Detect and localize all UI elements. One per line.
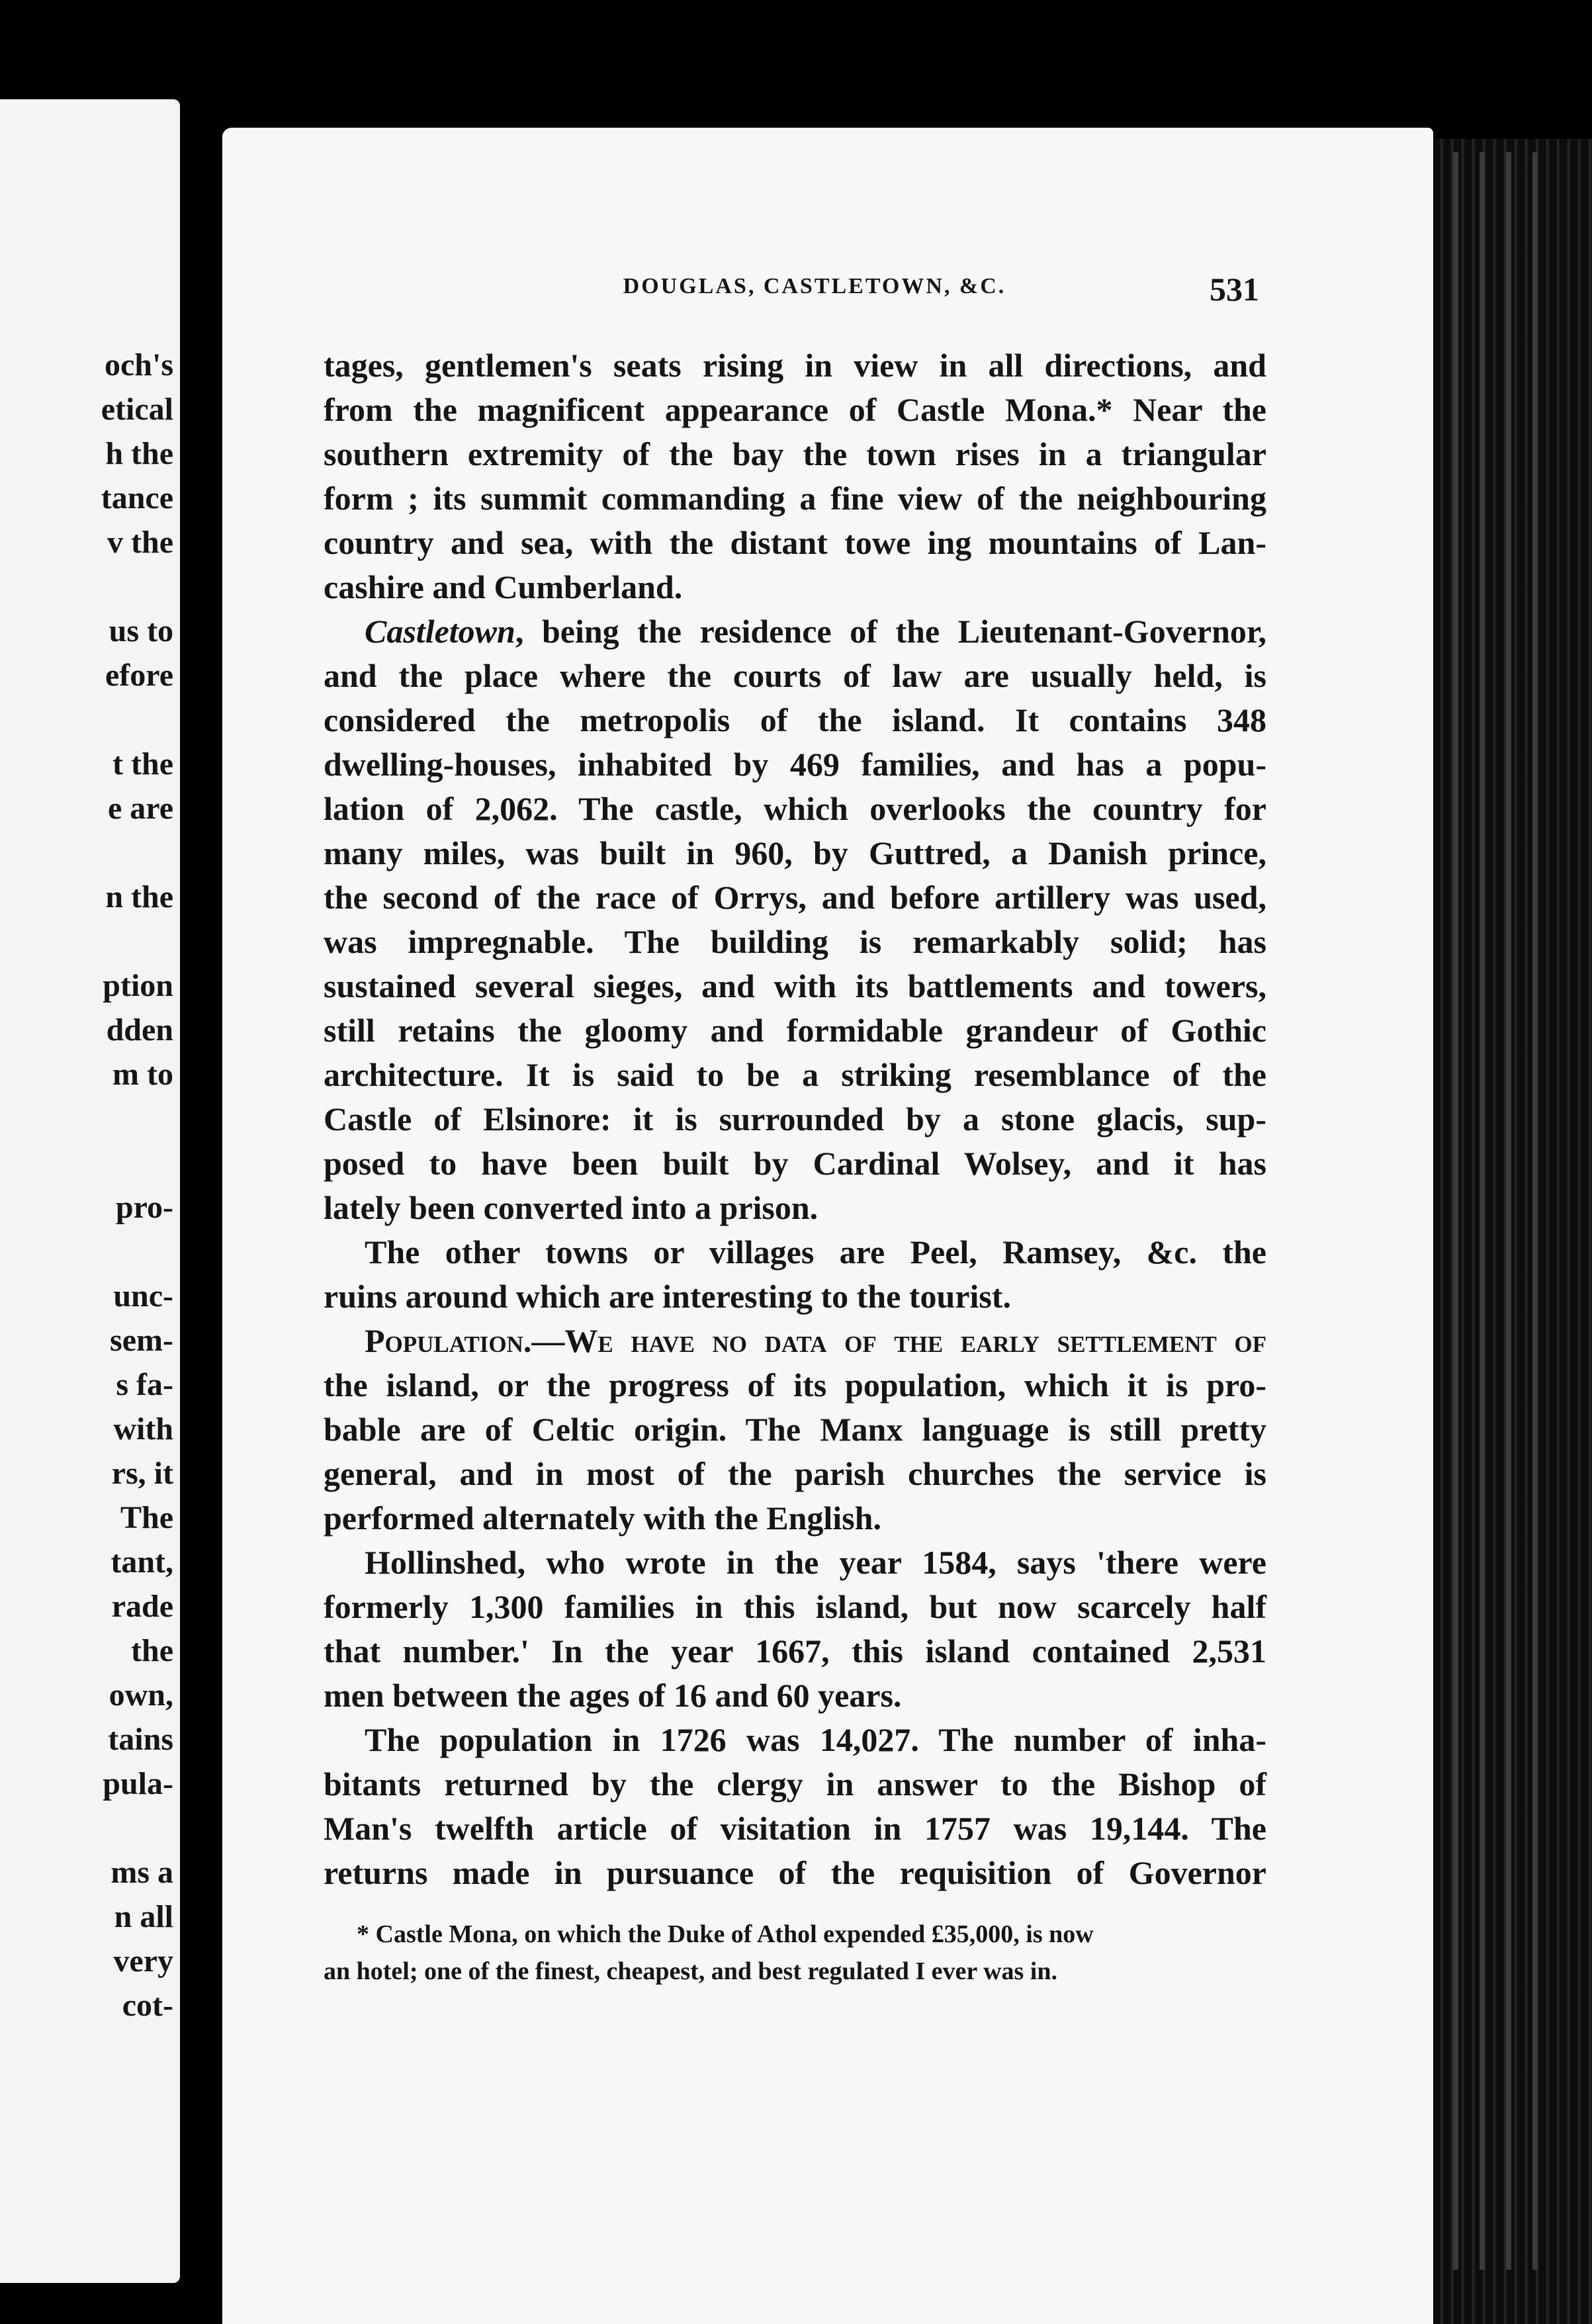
left-page-line (0, 697, 173, 742)
text-line: still retains the gloomy and formidable grandeur of Gothic (324, 1012, 1266, 1049)
left-page-line: pula- (103, 1766, 173, 1801)
text-line: country and sea, with the distant towe ing mountains of Lan- (324, 524, 1266, 561)
left-page-line: unc- (113, 1278, 173, 1314)
left-page-line: the (131, 1633, 173, 1668)
text-line: was impregnable. The building is remarkably solid; has (324, 923, 1266, 960)
left-page-line: etical (101, 392, 173, 427)
text-line: that number.' In the year 1667, this island contained 2,531 (324, 1632, 1266, 1670)
left-page-line (0, 1229, 173, 1274)
text-line: performed alternately with the English. (324, 1499, 881, 1537)
left-page-line (0, 830, 173, 875)
text-line: The other towns or villages are Peel, Ramsey, &c. the (365, 1233, 1266, 1271)
left-page-line (0, 1806, 173, 1850)
text-line: men between the ages of 16 and 60 years. (324, 1677, 902, 1714)
text-line: cashire and Cumberland. (324, 568, 683, 605)
text-line: posed to have been built by Cardinal Wolsey, and it has (324, 1145, 1266, 1182)
text-line: considered the metropolis of the island. It contains 348 (324, 701, 1266, 738)
left-page-line (0, 1141, 173, 1185)
footnote-line: * Castle Mona, on which the Duke of Athol expended £35,000, is now (357, 1920, 1094, 1948)
text-line: returns made in pursuance of the requisition of Governor (324, 1854, 1266, 1891)
footnote (324, 1916, 1266, 1990)
left-page-line: tains (108, 1722, 173, 1757)
left-page-line (0, 1096, 173, 1141)
left-page-line: rs, it (111, 1456, 173, 1491)
left-page-line: n the (105, 879, 173, 915)
left-page-line: own, (109, 1677, 173, 1713)
text-line: Population.—We have no data of the early settlement of (365, 1322, 1266, 1359)
left-page-line: very (113, 1944, 173, 1979)
left-page-line: ms a (111, 1855, 173, 1890)
left-page-line: tance (101, 480, 173, 515)
left-page-line: v the (107, 525, 173, 560)
text-line: sustained several sieges, and with its battlements and towers, (324, 967, 1266, 1005)
left-page-line: ption (103, 968, 173, 1003)
left-page-line: dden (106, 1012, 173, 1048)
text-line: dwelling-houses, inhabited by 469 families, and has a popu- (324, 746, 1266, 783)
text-line: and the place where the courts of law are usually held, is (324, 657, 1266, 694)
left-page-line: with (113, 1411, 173, 1447)
left-page-line (0, 564, 173, 609)
text-line: Man's twelfth article of visitation in 1757 was 19,144. The (324, 1810, 1266, 1847)
left-page-line: pro- (115, 1190, 173, 1225)
text-line: many miles, was built in 960, by Guttred, a Danish prince, (324, 834, 1266, 871)
left-page-line: m to (112, 1057, 173, 1092)
left-page-line: rade (111, 1589, 173, 1624)
running-head: DOUGLAS, CASTLETOWN, &C. (623, 274, 1006, 298)
text-line: form ; its summit commanding a fine view of the neighbouring (324, 480, 1266, 517)
left-page-line (0, 919, 173, 963)
text-line: lately been converted into a prison. (324, 1189, 818, 1226)
text-line: bable are of Celtic origin. The Manx language is still pretty (324, 1411, 1266, 1448)
left-page-line: s fa- (116, 1367, 173, 1402)
left-page-line: us to (109, 613, 173, 648)
text-line: Castletown, being the residence of the Lieutenant-Governor, (365, 613, 1266, 650)
left-page-line: h the (105, 436, 173, 471)
text-line: general, and in most of the parish churches the service is (324, 1455, 1266, 1492)
text-line: ruins around which are interesting to the tourist. (324, 1278, 1011, 1315)
text-line: the island, or the progress of its population, which it is pro- (324, 1366, 1266, 1404)
left-page-line: e are (107, 791, 173, 826)
footnote-line: an hotel; one of the finest, cheapest, and best regulated I ever was in. (324, 1957, 1057, 1985)
text-line: tages, gentlemen's seats rising in view in all directions, and (324, 347, 1266, 384)
left-page-line: The (120, 1500, 173, 1535)
text-line: The population in 1726 was 14,027. The number of inha- (365, 1721, 1266, 1758)
left-page-text (0, 343, 173, 2028)
text-line: the second of the race of Orrys, and before artillery was used, (324, 879, 1266, 916)
text-line: Hollinshed, who wrote in the year 1584, says 'there were (365, 1544, 1266, 1581)
text-line: from the magnificent appearance of Castle Mona.* Near the (324, 391, 1266, 428)
left-page-line: och's (104, 347, 173, 382)
text-line: Castle of Elsinore: it is surrounded by a stone glacis, sup- (324, 1100, 1266, 1138)
left-page-line: sem- (110, 1323, 173, 1358)
left-page-line: efore (105, 658, 173, 693)
left-page-line: cot- (122, 1988, 173, 2023)
text-line: formerly 1,300 families in this island, but now scarcely half (324, 1588, 1266, 1625)
left-page-line: n all (114, 1899, 173, 1934)
text-line: bitants returned by the clergy in answer to the Bishop of (324, 1765, 1266, 1803)
left-page-line: t the (112, 746, 173, 782)
text-line: architecture. It is said to be a striking resemblance of the (324, 1056, 1266, 1093)
left-page-line: tant, (111, 1544, 173, 1580)
page-number: 531 (1210, 271, 1259, 308)
text-line: southern extremity of the bay the town rises in a triangular (324, 435, 1266, 472)
text-line: lation of 2,062. The castle, which overlooks the country for (324, 790, 1266, 827)
body-text (324, 343, 1266, 1895)
page-edges (1433, 139, 1592, 2324)
